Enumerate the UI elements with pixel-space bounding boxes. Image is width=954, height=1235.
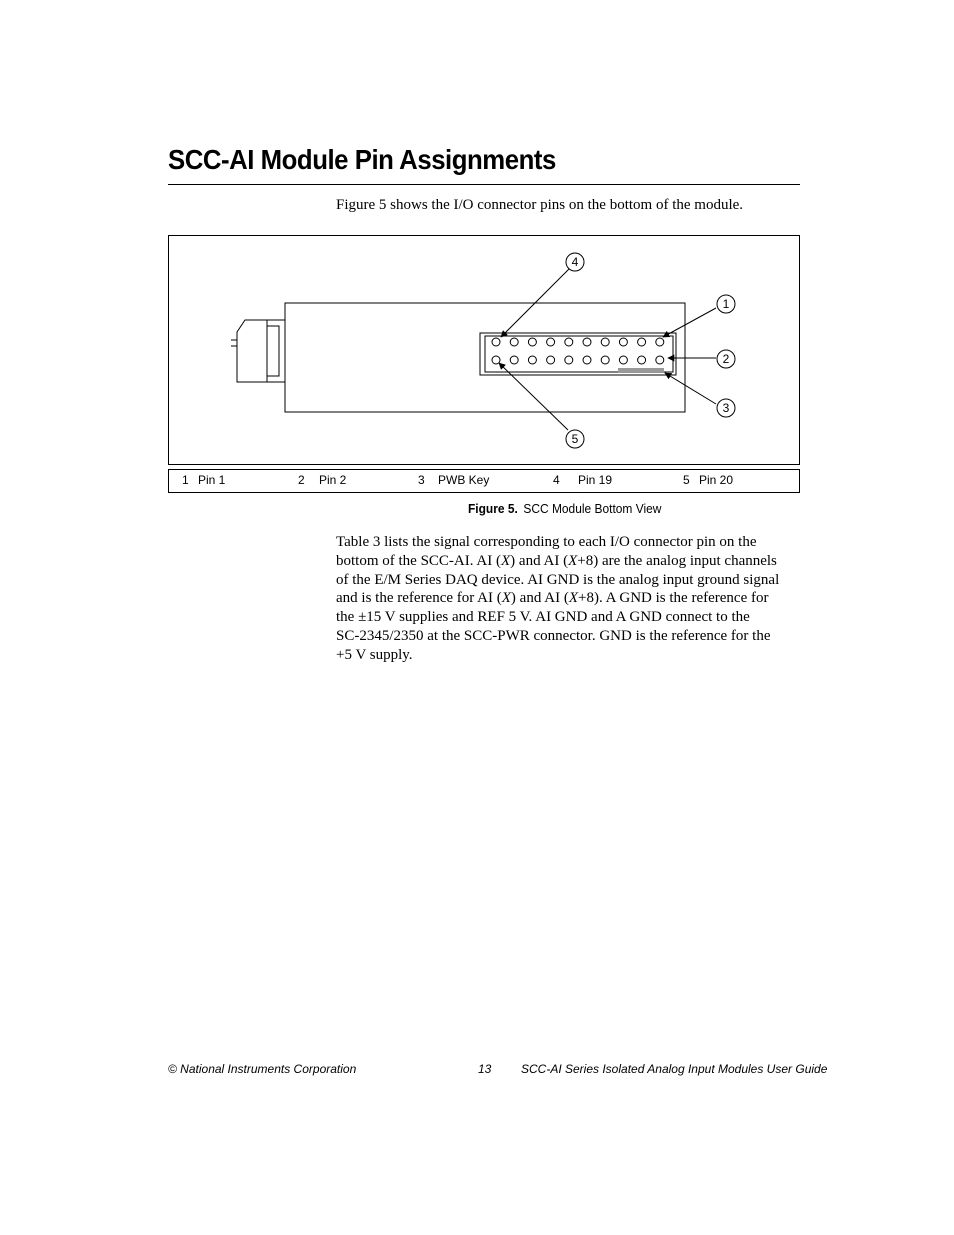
callout-4: 4 (571, 255, 579, 269)
connector-pin (547, 338, 555, 346)
body-line: of the E/M Series DAQ device. AI GND is the analog input ground signal (336, 571, 780, 588)
connector-pin (638, 338, 646, 346)
callout-1: 1 (722, 297, 730, 311)
callout-2: 2 (722, 352, 730, 366)
footer-page-number: 13 (478, 1062, 492, 1076)
legend-label-5: Pin 20 (699, 473, 734, 487)
connector-pin (601, 356, 609, 364)
legend-num-3: 3 (418, 473, 425, 487)
figure-caption-text: SCC Module Bottom View (523, 501, 662, 516)
body-line: the ±15 V supplies and REF 5 V. AI GND and A GND connect to the (336, 609, 750, 626)
connector-pin (638, 356, 646, 364)
legend-label-4: Pin 19 (578, 473, 613, 487)
connector-pin (583, 356, 591, 364)
connector-pin (528, 338, 536, 346)
connector-pin (492, 338, 500, 346)
connector-pin (656, 338, 664, 346)
connector-pin (510, 338, 518, 346)
legend-num-5: 5 (683, 473, 690, 487)
pwb-key (618, 368, 664, 373)
body-line: SC-2345/2350 at the SCC-PWR connector. GND is the reference for the (336, 627, 771, 644)
heading-rule (168, 184, 800, 185)
callout-3: 3 (722, 401, 730, 415)
figure-legend (168, 469, 800, 493)
legend-label-2: Pin 2 (319, 473, 347, 487)
connector-pin (656, 356, 664, 364)
intro-paragraph: Figure 5 shows the I/O connector pins on the bottom of the module. (336, 197, 744, 213)
legend-num-4: 4 (553, 473, 560, 487)
legend-label-1: Pin 1 (198, 473, 226, 487)
body-line: bottom of the SCC-AI. AI (X) and AI (X+8) are the analog input channels (336, 552, 777, 569)
connector-pin (510, 356, 518, 364)
connector-pin (565, 338, 573, 346)
module-diagram (169, 236, 799, 464)
legend-label-3: PWB Key (438, 473, 490, 487)
body-paragraph (336, 533, 800, 665)
figure-caption (468, 501, 661, 516)
body-line: +5 V supply. (336, 646, 413, 663)
legend-num-2: 2 (298, 473, 305, 487)
body-line: Table 3 lists the signal corresponding to each I/O connector pin on the (336, 534, 757, 550)
connector-pin (547, 356, 555, 364)
module-plug (231, 320, 285, 382)
legend-num-1: 1 (182, 473, 189, 487)
connector-pin (528, 356, 536, 364)
footer-right: SCC-AI Series Isolated Analog Input Modules User Guide (521, 1062, 828, 1076)
connector-pin (492, 356, 500, 364)
connector-pin (601, 338, 609, 346)
body-line: and is the reference for AI (X) and AI (X+8). A GND is the reference for (336, 590, 769, 607)
connector-pin (583, 338, 591, 346)
connector-pin (619, 356, 627, 364)
section-heading: SCC-AI Module Pin Assignments (168, 144, 556, 175)
module-figure (168, 235, 800, 465)
callout-5: 5 (571, 432, 579, 446)
footer-left: © National Instruments Corporation (168, 1062, 357, 1076)
figure-caption-number: Figure 5. (468, 501, 518, 516)
connector-pin (565, 356, 573, 364)
connector-pin (619, 338, 627, 346)
